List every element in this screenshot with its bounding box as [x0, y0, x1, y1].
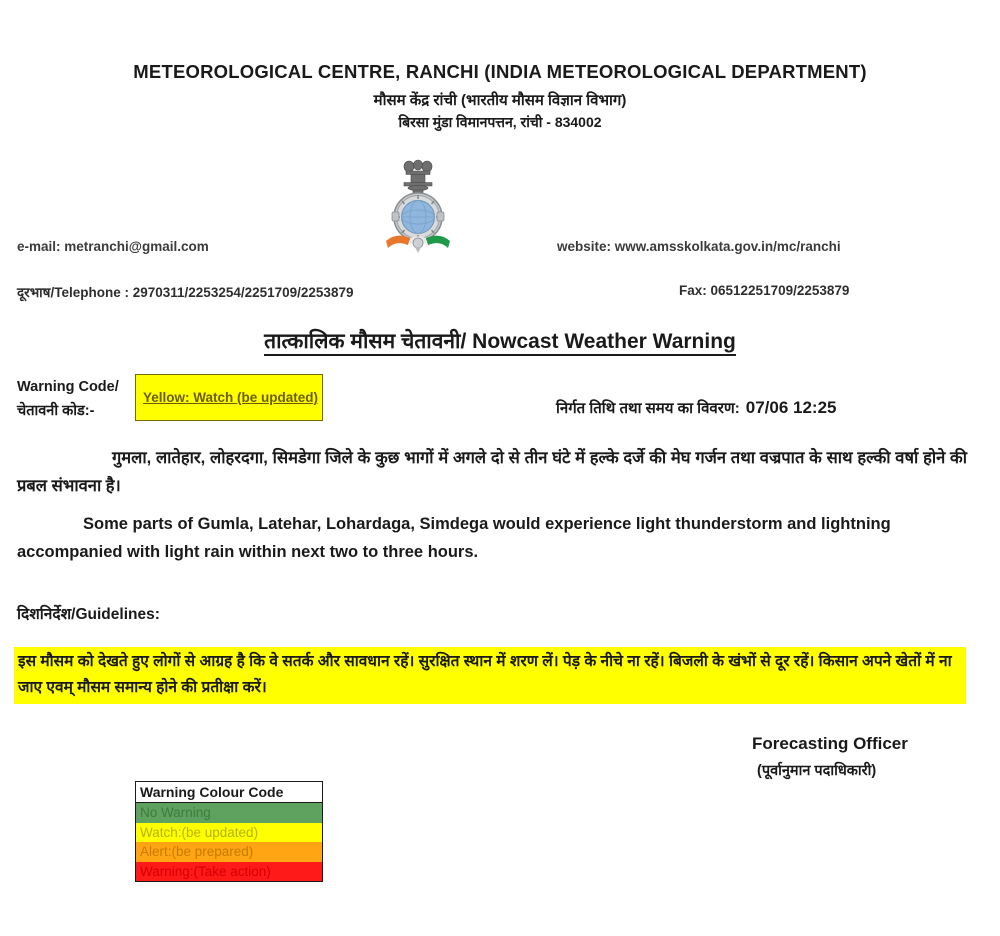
telephone-line: दूरभाष/Telephone : 2970311/2253254/2251709/2253879: [17, 285, 354, 300]
signatory-title-hindi: (पूर्वानुमान पदाधिकारी): [757, 763, 877, 779]
issue-datetime-value: 07/06 12:25: [745, 398, 837, 417]
warning-code-label-hi: चेतावनी कोड:-: [17, 403, 95, 419]
guidelines-highlighted-text: इस मौसम को देखते हुए लोगों से आग्रह है कि वे सतर्क और सावधान रहें। सुरक्षित स्थान में शरण लें। पेड़ के नीचे ना रहें। बिजली के खंभों से दूर रहें। किसान अपने खेतों में ना जाए एवम् मौसम समान्य होने की प्रतीक्षा करें।: [14, 647, 966, 704]
warning-code-label-en: Warning Code/: [17, 379, 119, 395]
fax-line: Fax: 06512251709/2253879: [679, 283, 850, 298]
table-row: Warning:(Take action): [136, 862, 322, 882]
table-row: Watch:(be updated): [136, 823, 322, 843]
warning-code-box: [135, 374, 323, 421]
table-row: Alert:(be prepared): [136, 842, 322, 862]
org-address-hindi: बिरसा मुंडा विमानपत्तन, रांची - 834002: [398, 114, 602, 130]
warning-paragraph-hindi: गुमला, लातेहार, लोहरदगा, सिमडेगा जिले के कुछ भागों में अगले दो से तीन घंटे में हल्के दर्जे की मेघ गर्जन तथा वज्रपात के साथ हल्की वर्षा होने की प्रबल संभावना है।: [17, 449, 967, 495]
warning-code-value: Yellow: Watch (be updated): [143, 390, 319, 405]
email-line: e-mail: metranchi@gmail.com: [17, 239, 209, 254]
org-title-hindi: मौसम केंद्र रांची (भारतीय मौसम विज्ञान विभाग): [373, 92, 627, 109]
page-title-text: तात्कालिक मौसम चेतावनी/ Nowcast Weather Warning: [264, 330, 736, 356]
warning-code-label: [17, 375, 119, 423]
warning-paragraph-english: Some parts of Gumla, Latehar, Lohardaga, Simdega would experience light thunderstorm and lightning accompanied with light rain within next two to three hours.: [17, 515, 891, 561]
table-header: Warning Colour Code: [136, 782, 322, 803]
warning-colour-code-table: [135, 781, 323, 882]
table-body: [136, 803, 322, 881]
website-line: website: www.amsskolkata.gov.in/mc/ranchi: [557, 239, 841, 254]
issue-datetime: [556, 398, 836, 418]
signatory-title-english: Forecasting Officer: [752, 734, 908, 753]
guidelines-label: दिशनिर्देश/Guidelines:: [17, 606, 160, 623]
imd-emblem-icon: [382, 155, 454, 255]
page-title: [0, 327, 1000, 355]
table-row: No Warning: [136, 803, 322, 823]
org-title-english: METEOROLOGICAL CENTRE, RANCHI (INDIA METEOROLOGICAL DEPARTMENT): [133, 61, 867, 82]
issue-datetime-label: निर्गत तिथि तथा समय का विवरण:: [556, 400, 740, 417]
